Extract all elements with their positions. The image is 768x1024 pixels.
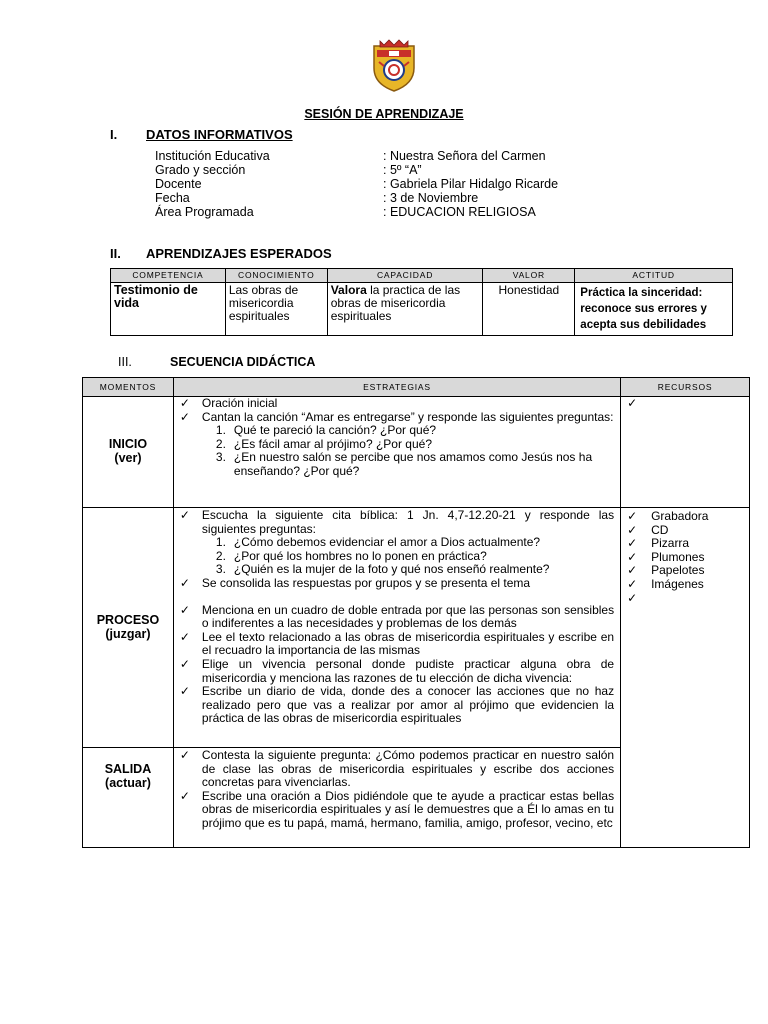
- actitud-text: Práctica la sinceridad: reconoce sus errores y acepta sus debilidades: [580, 287, 707, 331]
- question-number: 1.: [215, 535, 226, 550]
- question-number: 1.: [215, 423, 226, 438]
- question-number: 3.: [215, 450, 226, 465]
- question-number: 3.: [215, 562, 226, 577]
- section-2-heading: [110, 246, 332, 261]
- check-icon: ✓: [627, 549, 638, 564]
- school-crest-logo: [370, 38, 418, 92]
- section-2-number: II.: [110, 246, 121, 261]
- cell-actitud: [575, 283, 733, 336]
- info-value: : 5º “A”: [383, 163, 422, 177]
- question-text: ¿Quién es la mujer de la foto y qué nos enseñó realmente?: [233, 562, 550, 577]
- list-item: [174, 577, 620, 591]
- question-item: [174, 424, 620, 438]
- resource-text: CD: [651, 522, 669, 537]
- check-icon: ✓: [179, 575, 190, 590]
- strategy-text: Escucha la siguiente cita bíblica: 1 Jn. 4,7-12.20-21 y responde las siguientes preguntas:: [201, 508, 615, 536]
- table-header-row: [83, 378, 750, 397]
- resource-item: [627, 578, 749, 592]
- info-value: : 3 de Noviembre: [383, 191, 479, 205]
- conocimiento-text: Las obras de misericordia espirituales: [228, 283, 299, 323]
- header-estrategias: ESTRATEGIAS: [173, 378, 620, 397]
- table-row: [111, 283, 733, 336]
- strategy-text: Escribe un diario de vida, donde des a conocer las acciones que no haz realizado pero que vas a realizar por amor al prójimo que evidencien la práctica de las obras de misericordia espirituales: [201, 684, 615, 726]
- header-capacidad: CAPACIDAD: [327, 269, 483, 283]
- page-title: SESIÓN DE APRENDIZAJE: [304, 107, 464, 121]
- section-3-heading: [118, 355, 315, 369]
- resource-text: Papelotes: [651, 563, 705, 578]
- capacidad-text: la practica de las obras de misericordia espirituales: [330, 283, 461, 323]
- didactic-sequence-table: [82, 377, 750, 848]
- info-row: [155, 205, 558, 219]
- info-value: : Nuestra Señora del Carmen: [383, 149, 546, 163]
- info-label: Fecha: [155, 191, 190, 205]
- strategy-text: Contesta la siguiente pregunta: ¿Cómo podemos practicar en nuestro salón de clase las obras de misericordia espirituales y escribe dos acciones concretas para vivenciarlas.: [201, 748, 615, 790]
- strategy-text: Cantan la canción “Amar es entregarse” y responde las siguientes preguntas:: [201, 409, 614, 424]
- question-item: [174, 438, 620, 452]
- cell-competencia: [111, 283, 226, 336]
- strategies-salida: [173, 748, 620, 848]
- resource-item: [627, 537, 749, 551]
- info-label: Grado y sección: [155, 163, 246, 177]
- info-value: : Gabriela Pilar Hidalgo Ricarde: [383, 177, 559, 191]
- question-text: Qué te pareció la canción? ¿Por qué?: [233, 423, 437, 438]
- capacidad-verb: Valora: [330, 283, 367, 297]
- header-momentos: MOMENTOS: [83, 378, 174, 397]
- question-item: [174, 451, 620, 478]
- strategy-text: Oración inicial: [201, 396, 278, 410]
- resources-inicio: [621, 397, 750, 508]
- section-1-number: I.: [110, 127, 118, 142]
- check-icon: ✓: [179, 409, 190, 424]
- strategies-inicio: [173, 397, 620, 508]
- moment-sub: (juzgar): [105, 626, 151, 641]
- info-row: [155, 191, 558, 205]
- strategy-text: Lee el texto relacionado a las obras de misericordia espirituales y escribe en el recuadro la importancia de las mismas: [201, 629, 615, 658]
- resource-item: [627, 397, 749, 411]
- check-icon: ✓: [179, 684, 190, 699]
- question-number: 2.: [215, 548, 226, 563]
- info-row: [155, 177, 558, 191]
- table-header-row: [111, 269, 733, 283]
- check-icon: ✓: [627, 522, 638, 537]
- strategy-text: Elige un vivencia personal donde pudiste practicar alguna obra de misericordia y menciona las razones de tu elección de dicha vivencia:: [201, 656, 615, 685]
- strategy-text: Menciona en un cuadro de doble entrada por que las personas son sensibles o indiferentes a las necesidades y problemas de los demás: [201, 602, 615, 631]
- check-icon: ✓: [627, 396, 638, 410]
- section-3-title: SECUENCIA DIDÁCTICA: [170, 355, 316, 369]
- list-item: [174, 604, 620, 631]
- resource-text: Grabadora: [651, 509, 709, 523]
- resource-item: [627, 564, 749, 578]
- info-list: [155, 149, 558, 219]
- moment-name: PROCESO: [96, 612, 160, 627]
- info-row: [155, 149, 558, 163]
- question-text: ¿En nuestro salón se percibe que nos amamos como Jesús nos ha enseñando? ¿Por qué?: [233, 450, 593, 478]
- moment-name: SALIDA: [104, 762, 152, 776]
- section-2-title: APRENDIZAJES ESPERADOS: [146, 246, 332, 261]
- check-icon: ✓: [179, 396, 190, 410]
- question-item: [174, 563, 620, 577]
- info-row: [155, 163, 558, 177]
- question-text: ¿Por qué los hombres no lo ponen en práctica?: [233, 548, 487, 563]
- table-row-proceso: [83, 508, 750, 748]
- list-item: [174, 631, 620, 658]
- question-text: ¿Es fácil amar al prójimo? ¿Por qué?: [233, 436, 432, 451]
- resources-proceso: [621, 508, 750, 848]
- moment-name: INICIO: [108, 437, 148, 452]
- check-icon: ✓: [179, 602, 190, 617]
- section-3-number: III.: [118, 355, 132, 369]
- moment-salida: [83, 748, 174, 848]
- list-item: [174, 397, 620, 411]
- resource-item: [627, 551, 749, 565]
- moment-inicio: [83, 397, 174, 508]
- competencia-text: Testimonio de vida: [114, 283, 198, 310]
- resource-text: Imágenes: [651, 576, 704, 591]
- list-item: [174, 658, 620, 685]
- header-actitud: ACTITUD: [575, 269, 733, 283]
- question-number: 2.: [215, 436, 226, 451]
- cell-conocimiento: [225, 283, 327, 336]
- check-icon: ✓: [179, 656, 190, 671]
- strategy-text: Se consolida las respuestas por grupos y se presenta el tema: [201, 575, 531, 590]
- check-icon: ✓: [179, 788, 190, 803]
- valor-text: Honestidad: [498, 283, 560, 297]
- check-icon: ✓: [627, 563, 638, 578]
- list-item: [174, 790, 620, 831]
- info-label: Institución Educativa: [155, 149, 270, 163]
- check-icon: ✓: [627, 576, 638, 591]
- section-1-title: DATOS INFORMATIVOS: [146, 127, 293, 142]
- resource-text: Pizarra: [651, 536, 690, 551]
- check-icon: ✓: [179, 748, 190, 762]
- expected-learning-table: [110, 268, 733, 336]
- cell-valor: [483, 283, 575, 336]
- header-conocimiento: CONOCIMIENTO: [225, 269, 327, 283]
- section-1-heading: [110, 127, 293, 142]
- header-valor: VALOR: [483, 269, 575, 283]
- check-icon: ✓: [627, 536, 638, 551]
- check-icon: ✓: [179, 629, 190, 644]
- resource-item: [627, 524, 749, 538]
- resource-item: [627, 510, 749, 524]
- check-icon: ✓: [627, 590, 638, 605]
- resource-item: [627, 592, 749, 606]
- check-icon: ✓: [179, 508, 190, 522]
- strategies-proceso: [173, 508, 620, 748]
- info-value: : EDUCACION RELIGIOSA: [383, 205, 536, 219]
- list-item: [174, 749, 620, 790]
- moment-sub: (ver): [114, 451, 142, 465]
- question-item: [174, 536, 620, 550]
- list-item: [174, 685, 620, 726]
- list-item: [174, 411, 620, 425]
- header-recursos: RECURSOS: [621, 378, 750, 397]
- moment-sub: (actuar): [105, 775, 151, 790]
- header-competencia: COMPETENCIA: [111, 269, 226, 283]
- moment-proceso: [83, 508, 174, 748]
- strategy-text: Escribe una oración a Dios pidiéndole que te ayude a practicar estas bellas obras de misericordia espirituales y así le demuestres que a Él lo amas en tu prójimo que es tu papá, mamá, hermano, familia, amigo, profesor, vecino, etc: [201, 788, 615, 830]
- resource-text: Plumones: [651, 549, 705, 564]
- question-item: [174, 550, 620, 564]
- list-item: [174, 509, 620, 536]
- check-icon: ✓: [627, 509, 638, 523]
- info-label: Docente: [155, 177, 202, 191]
- info-label: Área Programada: [155, 205, 254, 219]
- cell-capacidad: [327, 283, 483, 336]
- question-text: ¿Cómo debemos evidenciar el amor a Dios actualmente?: [233, 535, 541, 550]
- table-row-inicio: [83, 397, 750, 508]
